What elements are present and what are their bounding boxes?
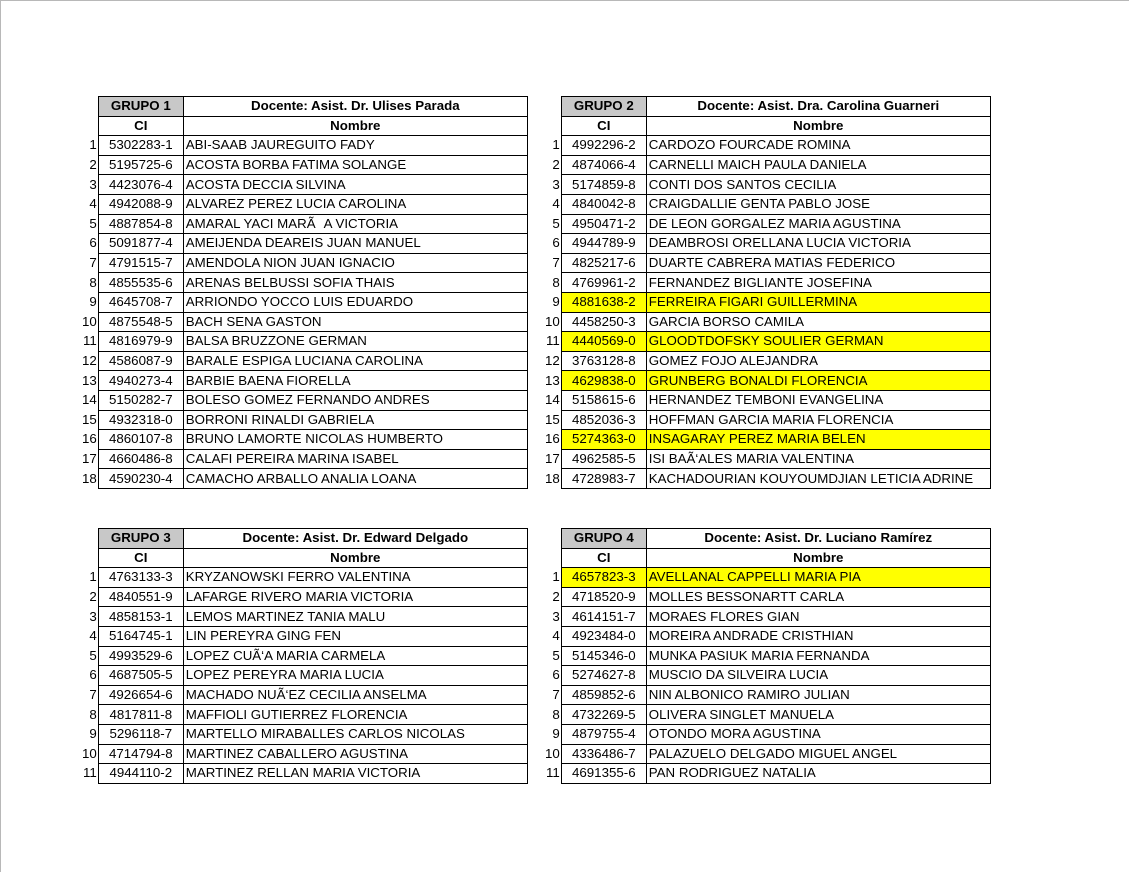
row-number: 6 xyxy=(552,667,560,683)
table-row xyxy=(82,430,527,450)
student-name: PALAZUELO DELGADO MIGUEL ANGEL xyxy=(646,744,990,764)
student-ci: 4860107-8 xyxy=(98,430,183,450)
table-row xyxy=(545,724,990,744)
row-number: 13 xyxy=(545,372,560,388)
student-ci: 4732269-5 xyxy=(561,705,646,725)
row-number: 3 xyxy=(89,608,97,624)
row-number: 8 xyxy=(89,274,97,290)
teacher-name: Docente: Asist. Dra. Carolina Guarneri xyxy=(646,97,990,117)
student-ci: 4660486-8 xyxy=(98,449,183,469)
student-name: ACOSTA DECCIA SILVINA xyxy=(183,175,527,195)
group-4-table xyxy=(545,528,991,784)
row-number: 3 xyxy=(552,176,560,192)
student-table xyxy=(545,96,991,489)
table-row xyxy=(82,214,527,234)
row-number: 8 xyxy=(552,274,560,290)
row-number: 6 xyxy=(89,235,97,251)
student-ci: 4942088-9 xyxy=(98,194,183,214)
table-row xyxy=(545,332,990,352)
table-row xyxy=(545,371,990,391)
student-name: MARTELLO MIRABALLES CARLOS NICOLAS xyxy=(183,724,527,744)
student-name: ACOSTA BORBA FATIMA SOLANGE xyxy=(183,155,527,175)
student-name: CAMACHO ARBALLO ANALIA LOANA xyxy=(183,469,527,489)
student-name: CARNELLI MAICH PAULA DANIELA xyxy=(646,155,990,175)
student-ci: 4586087-9 xyxy=(98,351,183,371)
row-number: 4 xyxy=(552,628,560,644)
student-name: ABI-SAAB JAUREGUITO FADY xyxy=(183,136,527,156)
student-ci: 4825217-6 xyxy=(561,253,646,273)
student-name: BARALE ESPIGA LUCIANA CAROLINA xyxy=(183,351,527,371)
student-ci: 4879755-4 xyxy=(561,724,646,744)
student-ci: 4763133-3 xyxy=(98,568,183,588)
student-ci: 4944110-2 xyxy=(98,764,183,784)
student-ci: 4614151-7 xyxy=(561,607,646,627)
table-row xyxy=(545,666,990,686)
table-row xyxy=(545,469,990,489)
page-border-top xyxy=(0,0,1129,1)
column-header-row xyxy=(82,116,527,136)
row-number: 3 xyxy=(89,176,97,192)
student-ci: 4791515-7 xyxy=(98,253,183,273)
table-row xyxy=(545,607,990,627)
table-row xyxy=(82,351,527,371)
student-ci: 5274363-0 xyxy=(561,430,646,450)
student-ci: 4932318-0 xyxy=(98,410,183,430)
table-row xyxy=(545,155,990,175)
group-1-table xyxy=(82,96,528,489)
student-name: LIN PEREYRA GING FEN xyxy=(183,626,527,646)
group-3-table xyxy=(82,528,528,784)
student-name: CALAFI PEREIRA MARINA ISABEL xyxy=(183,449,527,469)
student-name: MOLLES BESSONARTT CARLA xyxy=(646,587,990,607)
student-ci: 4858153-1 xyxy=(98,607,183,627)
row-number: 6 xyxy=(552,235,560,251)
student-name: ARRIONDO YOCCO LUIS EDUARDO xyxy=(183,292,527,312)
student-name: MARTINEZ CABALLERO AGUSTINA xyxy=(183,744,527,764)
table-row xyxy=(545,234,990,254)
student-name: INSAGARAY PEREZ MARIA BELEN xyxy=(646,430,990,450)
student-ci: 4852036-3 xyxy=(561,410,646,430)
table-row xyxy=(82,646,527,666)
table-row xyxy=(82,175,527,195)
student-name: DE LEON GORGALEZ MARIA AGUSTINA xyxy=(646,214,990,234)
table-row xyxy=(545,214,990,234)
row-number: 18 xyxy=(82,470,97,486)
row-number-spacer xyxy=(545,548,561,568)
row-number: 9 xyxy=(89,726,97,742)
table-row xyxy=(82,607,527,627)
table-row xyxy=(545,587,990,607)
column-header-ci: CI xyxy=(98,548,183,568)
student-name: CARDOZO FOURCADE ROMINA xyxy=(646,136,990,156)
student-ci: 4881638-2 xyxy=(561,292,646,312)
table-row xyxy=(545,194,990,214)
student-name: BOLESO GOMEZ FERNANDO ANDRES xyxy=(183,390,527,410)
student-name: BARBIE BAENA FIORELLA xyxy=(183,371,527,391)
teacher-name: Docente: Asist. Dr. Edward Delgado xyxy=(183,529,527,549)
student-name: DUARTE CABRERA MATIAS FEDERICO xyxy=(646,253,990,273)
student-name: LOPEZ CUÃ‘A MARIA CARMELA xyxy=(183,646,527,666)
table-row xyxy=(82,155,527,175)
column-header-name: Nombre xyxy=(183,548,527,568)
table-row xyxy=(82,136,527,156)
student-ci: 4923484-0 xyxy=(561,626,646,646)
table-row xyxy=(82,332,527,352)
student-name: FERREIRA FIGARI GUILLERMINA xyxy=(646,292,990,312)
table-row xyxy=(545,253,990,273)
row-number: 2 xyxy=(552,157,560,173)
student-name: KRYZANOWSKI FERRO VALENTINA xyxy=(183,568,527,588)
row-number: 4 xyxy=(89,196,97,212)
table-row xyxy=(545,273,990,293)
row-number: 7 xyxy=(552,687,560,703)
teacher-name: Docente: Asist. Dr. Ulises Parada xyxy=(183,97,527,117)
student-ci: 4657823-3 xyxy=(561,568,646,588)
row-number-spacer xyxy=(82,97,98,117)
row-number-spacer xyxy=(545,116,561,136)
table-row xyxy=(82,273,527,293)
group-header-row xyxy=(545,529,990,549)
column-header-ci: CI xyxy=(98,116,183,136)
row-number: 1 xyxy=(552,137,560,153)
student-name: GOMEZ FOJO ALEJANDRA xyxy=(646,351,990,371)
student-ci: 4769961-2 xyxy=(561,273,646,293)
row-number: 14 xyxy=(545,392,560,408)
student-ci: 5158615-6 xyxy=(561,390,646,410)
student-ci: 5174859-8 xyxy=(561,175,646,195)
table-row xyxy=(82,685,527,705)
row-number: 11 xyxy=(82,765,97,781)
row-number: 5 xyxy=(89,215,97,231)
table-row xyxy=(82,449,527,469)
row-number: 2 xyxy=(89,157,97,173)
student-ci: 4859852-6 xyxy=(561,685,646,705)
student-name: MACHADO NUÃ‘EZ CECILIA ANSELMA xyxy=(183,685,527,705)
row-number: 8 xyxy=(552,706,560,722)
student-name: ARENAS BELBUSSI SOFIA THAIS xyxy=(183,273,527,293)
student-name: LEMOS MARTINEZ TANIA MALU xyxy=(183,607,527,627)
student-ci: 4944789-9 xyxy=(561,234,646,254)
table-row xyxy=(82,626,527,646)
student-ci: 5164745-1 xyxy=(98,626,183,646)
table-row xyxy=(82,390,527,410)
column-header-row xyxy=(545,116,990,136)
student-table xyxy=(82,528,528,784)
column-header-ci: CI xyxy=(561,548,646,568)
row-number: 2 xyxy=(552,589,560,605)
student-ci: 5145346-0 xyxy=(561,646,646,666)
row-number: 10 xyxy=(82,745,97,761)
student-name: HERNANDEZ TEMBONI EVANGELINA xyxy=(646,390,990,410)
row-number: 18 xyxy=(545,470,560,486)
row-number: 5 xyxy=(552,647,560,663)
student-ci: 4718520-9 xyxy=(561,587,646,607)
student-name: BORRONI RINALDI GABRIELA xyxy=(183,410,527,430)
table-row xyxy=(545,685,990,705)
student-ci: 3763128-8 xyxy=(561,351,646,371)
page-border-left xyxy=(0,0,1,872)
student-name: GARCIA BORSO CAMILA xyxy=(646,312,990,332)
table-row xyxy=(82,744,527,764)
row-number: 1 xyxy=(89,137,97,153)
table-row xyxy=(82,666,527,686)
student-ci: 4714794-8 xyxy=(98,744,183,764)
row-number: 12 xyxy=(82,353,97,369)
row-number: 9 xyxy=(552,294,560,310)
row-number: 11 xyxy=(545,765,560,781)
student-ci: 4816979-9 xyxy=(98,332,183,352)
table-row xyxy=(82,371,527,391)
row-number: 7 xyxy=(552,255,560,271)
student-name: AMARAL YACI MARÃA VICTORIA xyxy=(183,214,527,234)
table-row xyxy=(82,312,527,332)
row-number: 17 xyxy=(545,450,560,466)
student-ci: 4458250-3 xyxy=(561,312,646,332)
teacher-name: Docente: Asist. Dr. Luciano Ramírez xyxy=(646,529,990,549)
student-name: GLOODTDOFSKY SOULIER GERMAN xyxy=(646,332,990,352)
row-number-spacer xyxy=(82,529,98,549)
student-ci: 4645708-7 xyxy=(98,292,183,312)
student-ci: 4840551-9 xyxy=(98,587,183,607)
table-row xyxy=(545,292,990,312)
row-number: 16 xyxy=(82,431,97,447)
student-name: MUSCIO DA SILVEIRA LUCIA xyxy=(646,666,990,686)
student-name: BACH SENA GASTON xyxy=(183,312,527,332)
table-row xyxy=(545,430,990,450)
group-title: GRUPO 1 xyxy=(98,97,183,117)
row-number: 11 xyxy=(545,333,560,349)
student-ci: 4629838-0 xyxy=(561,371,646,391)
student-name: OLIVERA SINGLET MANUELA xyxy=(646,705,990,725)
student-name: OTONDO MORA AGUSTINA xyxy=(646,724,990,744)
row-number: 7 xyxy=(89,687,97,703)
student-ci: 4874066-4 xyxy=(561,155,646,175)
row-number: 5 xyxy=(552,215,560,231)
student-ci: 4940273-4 xyxy=(98,371,183,391)
student-name: PAN RODRIGUEZ NATALIA xyxy=(646,764,990,784)
student-name: DEAMBROSI ORELLANA LUCIA VICTORIA xyxy=(646,234,990,254)
row-number: 1 xyxy=(552,569,560,585)
table-row xyxy=(82,292,527,312)
student-ci: 4728983-7 xyxy=(561,469,646,489)
row-number: 9 xyxy=(89,294,97,310)
table-row xyxy=(82,724,527,744)
student-name: NIN ALBONICO RAMIRO JULIAN xyxy=(646,685,990,705)
table-row xyxy=(82,764,527,784)
table-row xyxy=(545,175,990,195)
group-title: GRUPO 3 xyxy=(98,529,183,549)
student-name: MORAES FLORES GIAN xyxy=(646,607,990,627)
table-row xyxy=(545,626,990,646)
student-ci: 4687505-5 xyxy=(98,666,183,686)
student-name: AMENDOLA NION JUAN IGNACIO xyxy=(183,253,527,273)
student-ci: 4423076-4 xyxy=(98,175,183,195)
row-number: 13 xyxy=(82,372,97,388)
student-ci: 5195725-6 xyxy=(98,155,183,175)
student-ci: 4440569-0 xyxy=(561,332,646,352)
table-row xyxy=(545,390,990,410)
table-row xyxy=(545,705,990,725)
row-number: 17 xyxy=(82,450,97,466)
column-header-row xyxy=(545,548,990,568)
student-name: CONTI DOS SANTOS CECILIA xyxy=(646,175,990,195)
row-number: 7 xyxy=(89,255,97,271)
student-name: MUNKA PASIUK MARIA FERNANDA xyxy=(646,646,990,666)
table-row xyxy=(545,312,990,332)
student-ci: 4817811-8 xyxy=(98,705,183,725)
student-name: AMEIJENDA DEAREIS JUAN MANUEL xyxy=(183,234,527,254)
table-row xyxy=(82,568,527,588)
student-name: HOFFMAN GARCIA MARIA FLORENCIA xyxy=(646,410,990,430)
row-number: 5 xyxy=(89,647,97,663)
student-name: BALSA BRUZZONE GERMAN xyxy=(183,332,527,352)
table-row xyxy=(545,136,990,156)
table-row xyxy=(545,764,990,784)
table-row xyxy=(545,646,990,666)
student-ci: 5302283-1 xyxy=(98,136,183,156)
table-row xyxy=(82,587,527,607)
column-header-name: Nombre xyxy=(183,116,527,136)
table-row xyxy=(82,194,527,214)
student-name: MARTINEZ RELLAN MARIA VICTORIA xyxy=(183,764,527,784)
student-ci: 5091877-4 xyxy=(98,234,183,254)
row-number: 10 xyxy=(82,313,97,329)
group-title: GRUPO 2 xyxy=(561,97,646,117)
student-ci: 4962585-5 xyxy=(561,449,646,469)
student-ci: 4590230-4 xyxy=(98,469,183,489)
table-row xyxy=(82,253,527,273)
row-number: 14 xyxy=(82,392,97,408)
row-number: 8 xyxy=(89,706,97,722)
row-number: 2 xyxy=(89,589,97,605)
student-ci: 4855535-6 xyxy=(98,273,183,293)
table-row xyxy=(545,410,990,430)
student-name: MOREIRA ANDRADE CRISTHIAN xyxy=(646,626,990,646)
student-name: LOPEZ PEREYRA MARIA LUCIA xyxy=(183,666,527,686)
table-row xyxy=(545,351,990,371)
table-row xyxy=(82,234,527,254)
row-number: 15 xyxy=(82,411,97,427)
table-row xyxy=(82,705,527,725)
student-ci: 4993529-6 xyxy=(98,646,183,666)
row-number: 10 xyxy=(545,313,560,329)
student-ci: 4875548-5 xyxy=(98,312,183,332)
group-2-table xyxy=(545,96,991,489)
student-ci: 5296118-7 xyxy=(98,724,183,744)
student-name: GRUNBERG BONALDI FLORENCIA xyxy=(646,371,990,391)
student-name: BRUNO LAMORTE NICOLAS HUMBERTO xyxy=(183,430,527,450)
student-ci: 4691355-6 xyxy=(561,764,646,784)
group-header-row xyxy=(82,529,527,549)
row-number: 10 xyxy=(545,745,560,761)
student-ci: 5274627-8 xyxy=(561,666,646,686)
column-header-name: Nombre xyxy=(646,548,990,568)
student-name: MAFFIOLI GUTIERREZ FLORENCIA xyxy=(183,705,527,725)
row-number-spacer xyxy=(545,529,561,549)
student-ci: 4950471-2 xyxy=(561,214,646,234)
column-header-row xyxy=(82,548,527,568)
table-row xyxy=(545,449,990,469)
table-row xyxy=(82,410,527,430)
student-table xyxy=(545,528,991,784)
row-number-spacer xyxy=(82,548,98,568)
student-name: AVELLANAL CAPPELLI MARIA PIA xyxy=(646,568,990,588)
student-ci: 4840042-8 xyxy=(561,194,646,214)
student-ci: 4887854-8 xyxy=(98,214,183,234)
student-name: LAFARGE RIVERO MARIA VICTORIA xyxy=(183,587,527,607)
student-name: FERNANDEZ BIGLIANTE JOSEFINA xyxy=(646,273,990,293)
student-name: KACHADOURIAN KOUYOUMDJIAN LETICIA ADRINE xyxy=(646,469,990,489)
column-header-ci: CI xyxy=(561,116,646,136)
student-ci: 5150282-7 xyxy=(98,390,183,410)
row-number: 15 xyxy=(545,411,560,427)
group-title: GRUPO 4 xyxy=(561,529,646,549)
row-number: 12 xyxy=(545,353,560,369)
row-number: 4 xyxy=(89,628,97,644)
student-ci: 4992296-2 xyxy=(561,136,646,156)
row-number-spacer xyxy=(82,116,98,136)
row-number: 6 xyxy=(89,667,97,683)
row-number-spacer xyxy=(545,97,561,117)
group-header-row xyxy=(545,97,990,117)
student-name: ALVAREZ PEREZ LUCIA CAROLINA xyxy=(183,194,527,214)
row-number: 3 xyxy=(552,608,560,624)
student-name: CRAIGDALLIE GENTA PABLO JOSE xyxy=(646,194,990,214)
table-row xyxy=(82,469,527,489)
table-row xyxy=(545,744,990,764)
row-number: 4 xyxy=(552,196,560,212)
row-number: 1 xyxy=(89,569,97,585)
row-number: 11 xyxy=(82,333,97,349)
row-number: 9 xyxy=(552,726,560,742)
table-row xyxy=(545,568,990,588)
student-ci: 4336486-7 xyxy=(561,744,646,764)
student-ci: 4926654-6 xyxy=(98,685,183,705)
column-header-name: Nombre xyxy=(646,116,990,136)
row-number: 16 xyxy=(545,431,560,447)
student-table xyxy=(82,96,528,489)
student-name: ISI BAÃ‘ALES MARIA VALENTINA xyxy=(646,449,990,469)
group-header-row xyxy=(82,97,527,117)
